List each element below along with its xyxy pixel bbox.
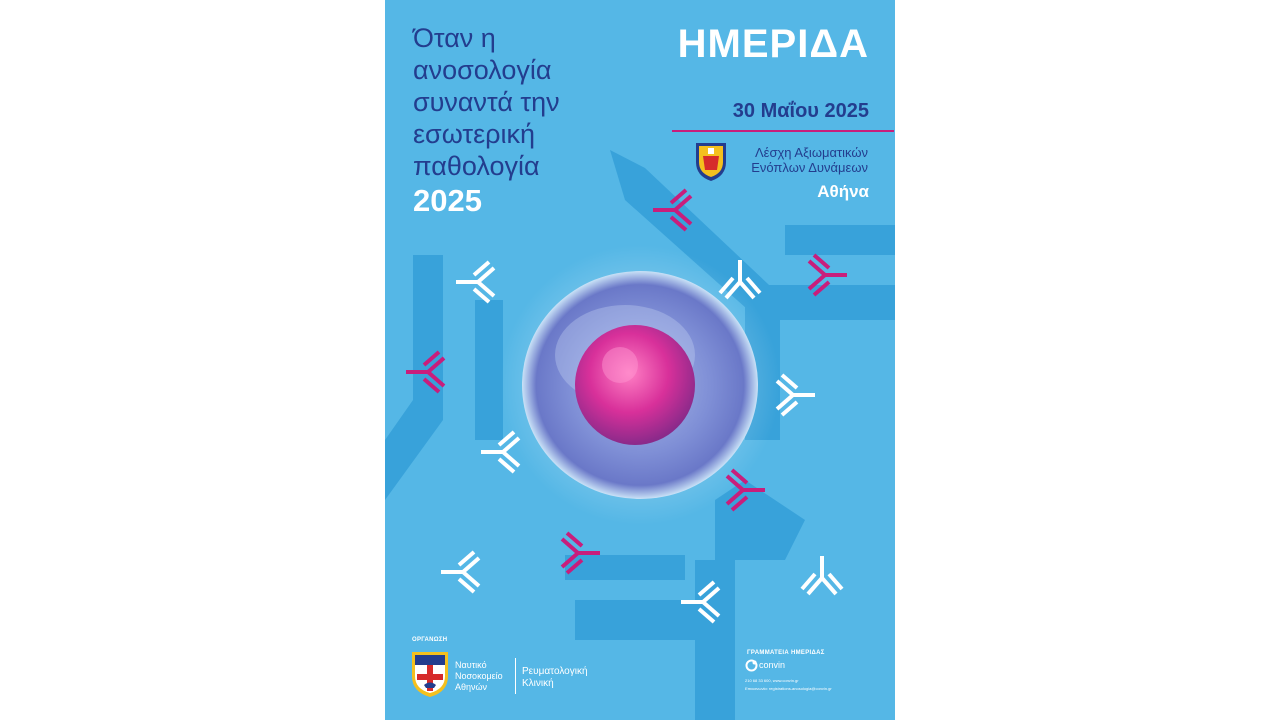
organizer-name [455, 660, 503, 693]
organizer-label: ΟΡΓΑΝΩΣΗ [412, 637, 448, 643]
convin-logo-text: convin [759, 660, 786, 670]
secretariat-email: Επικοινωνία: registrations-anosologia@convin.gr [745, 686, 832, 691]
secretariat-label: ΓΡΑΜΜΑΤΕΙΑ ΗΜΕΡΙΔΑΣ [747, 650, 825, 656]
title-line: παθολογία [413, 151, 540, 181]
poster-year: 2025 [413, 183, 482, 218]
divider-line [672, 130, 894, 132]
clinic-line: Ρευματολογική [522, 666, 588, 677]
clinic-line: Κλινική [522, 678, 554, 689]
convin-logo-icon [745, 659, 758, 672]
organizer-line: Αθηνών [455, 682, 488, 692]
title-line: ανοσολογία [413, 55, 552, 85]
organizer-line: Ναυτικό [455, 660, 487, 670]
event-type-heading: ΗΜΕΡΙΔΑ [677, 22, 869, 66]
secretariat-contact: 210 68 33 600, www.convin.gr [745, 678, 799, 683]
poster-title [413, 22, 643, 182]
venue-line: Λέσχη Αξιωματικών [754, 145, 868, 160]
title-line: συναντά την [413, 87, 560, 117]
title-line: Όταν η [413, 23, 496, 53]
antibody-icon [777, 375, 815, 415]
title-line: εσωτερική [413, 119, 535, 149]
event-date: 30 Μαΐου 2025 [732, 100, 869, 122]
armed-forces-emblem [693, 140, 729, 182]
event-poster [385, 0, 895, 720]
antibody-icon [802, 556, 842, 594]
organizer-clinic [522, 666, 588, 690]
event-city: Αθήνα [817, 182, 869, 201]
venue-name [751, 145, 868, 175]
organizer-divider [515, 658, 516, 694]
antibody-icon [456, 262, 494, 302]
antibody-icon [441, 552, 479, 592]
organizer-line: Νοσοκομείο [455, 671, 503, 681]
hospital-emblem [410, 650, 450, 698]
venue-line: Ενόπλων Δυνάμεων [751, 160, 868, 175]
